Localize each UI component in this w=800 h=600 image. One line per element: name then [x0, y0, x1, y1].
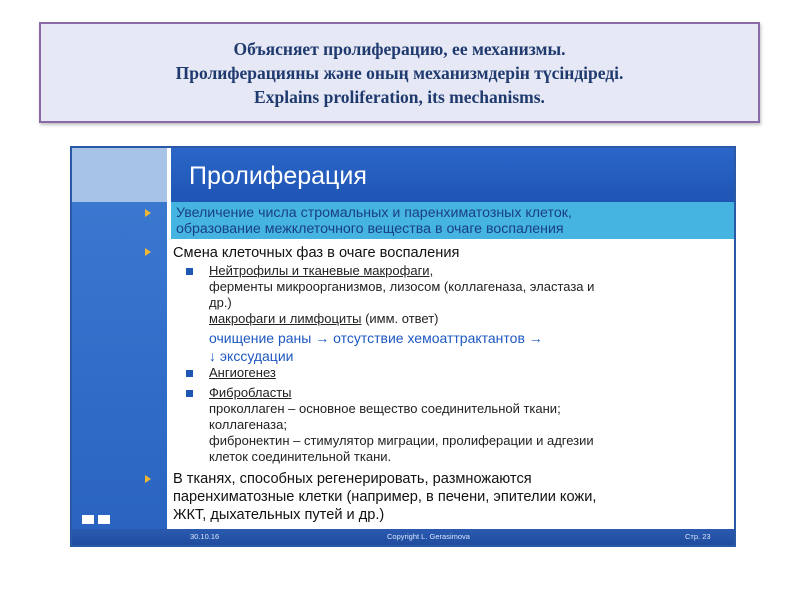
sub-point-fibroblasts [209, 385, 594, 465]
fibroblasts-line-1: проколлаген – основное вещество соединительной ткани; [209, 401, 561, 416]
footer-copyright: Copyright L. Gerasimova [387, 532, 470, 541]
objective-kazakh: Пролиферацияны және оның механизмдерін түсіндіреді. [175, 62, 624, 83]
objective-english: Explains proliferation, its mechanisms. [254, 86, 545, 107]
bullet-arrow-icon [145, 475, 151, 483]
slide [70, 146, 736, 547]
point-cell-phases: Смена клеточных фаз в очаге воспаления [173, 245, 460, 261]
immune-response-note: (имм. ответ) [361, 311, 439, 326]
neutrophils-line-2: др.) [209, 295, 232, 310]
definition-line-1: Увеличение числа стромальных и паренхиматозных клеток, [176, 205, 572, 221]
square-bullet-icon [186, 370, 193, 377]
slide-sidebar [72, 202, 167, 529]
regeneration-line-1: В тканях, способных регенерировать, размножаются [173, 471, 532, 487]
sub-point-neutrophils [209, 263, 594, 327]
regeneration-line-3: ЖКТ, дыхательных путей и др.) [173, 507, 385, 523]
slide-title: Пролиферация [189, 162, 367, 190]
slide-corner-panel [72, 148, 167, 202]
wound-cleaning-line-1: очищение раны → отсутствие хемоаттрактантов → [209, 330, 543, 346]
wound-cleaning-line-2: ↓ экссудации [209, 348, 294, 364]
definition-text [176, 205, 572, 237]
footer-page-number: Стр. 23 [685, 532, 711, 541]
point-regeneration [173, 470, 596, 524]
footer-date: 30.10.16 [190, 532, 220, 541]
wound-cleaning-text [209, 329, 543, 365]
macrophages-label: макрофаги и лимфоциты [209, 311, 362, 326]
objective-box [39, 22, 760, 123]
definition-line-2: образование межклеточного вещества в очаге воспаления [176, 221, 564, 237]
neutrophils-heading: Нейтрофилы и тканевые макрофаги, [209, 263, 434, 278]
neutrophils-line-3 [209, 311, 594, 327]
fibroblasts-heading: Фибробласты [209, 385, 292, 400]
bullet-arrow-icon [145, 248, 151, 256]
fibroblasts-line-2: коллагеназа; [209, 417, 287, 432]
slide-footer [72, 529, 736, 547]
fibroblasts-line-3: фибронектин – стимулятор миграции, пролиферации и адгезии [209, 433, 594, 448]
bullet-arrow-icon [145, 209, 151, 217]
decorative-square [82, 515, 94, 524]
sub-point-angiogenesis: Ангиогенез [209, 365, 276, 380]
square-bullet-icon [186, 390, 193, 397]
square-bullet-icon [186, 268, 193, 275]
decorative-square [98, 515, 110, 524]
fibroblasts-line-4: клеток соединительной ткани. [209, 449, 392, 464]
neutrophils-line-1: ферменты микроорганизмов, лизосом (коллагеназа, эластаза и [209, 279, 595, 294]
objective-russian: Объясняет пролиферацию, ее механизмы. [233, 38, 566, 59]
regeneration-line-2: паренхиматозные клетки (например, в печени, эпителии кожи, [173, 489, 597, 505]
